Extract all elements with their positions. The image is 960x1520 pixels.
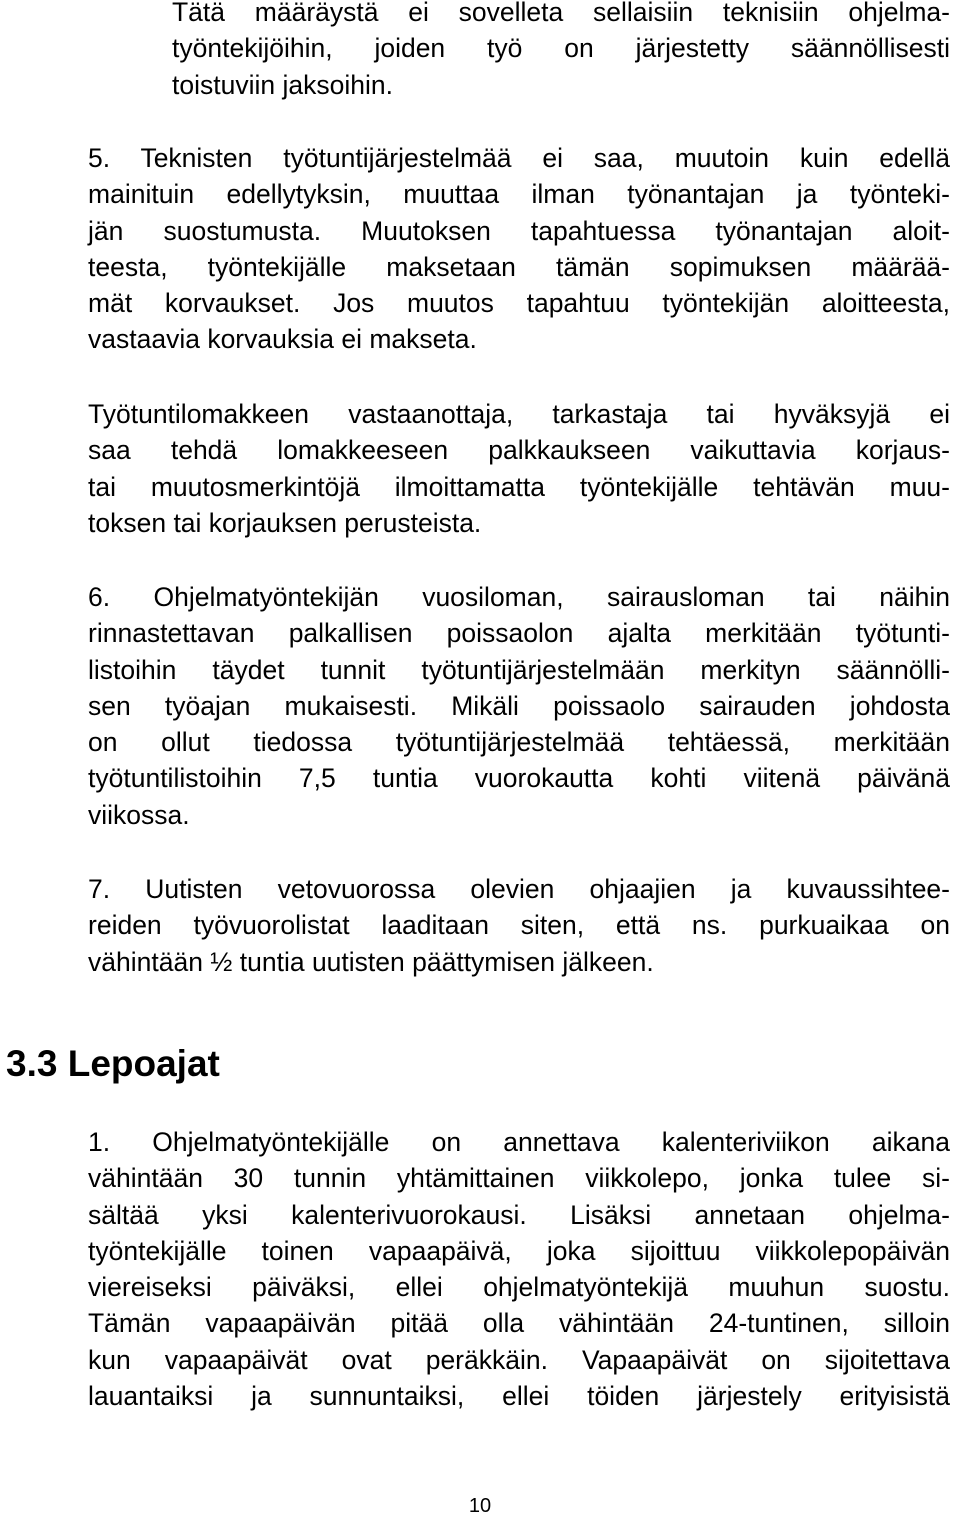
paragraph-item-5 <box>88 140 950 358</box>
paragraph-lepoajat-item-1 <box>88 1124 950 1414</box>
text-line: 5. Teknisten työtuntijärjestelmää ei saa, muutoin kuin edellä <box>88 143 950 173</box>
text-line: toistuviin jaksoihin. <box>172 69 393 100</box>
text-line: Työtuntilomakkeen vastaanottaja, tarkastaja tai hyväksyjä ei <box>88 399 950 429</box>
text-line: mät korvaukset. Jos muutos tapahtuu työntekijän aloitteesta, <box>88 288 950 319</box>
text-line: sen työajan mukaisesti. Mikäli poissaolo sairauden johdosta <box>88 690 950 721</box>
text-line: kun vapaapäivät ovat peräkkäin. Vapaapäivät on sijoitettava <box>88 1344 950 1375</box>
text-line: on ollut tiedossa työtuntijärjestelmää tehtäessä, merkitään <box>88 727 950 758</box>
text-line: työtuntilistoihin 7,5 tuntia vuorokautta kohti viitenä päivänä <box>88 763 950 794</box>
text-line: 7. Uutisten vetovuorossa olevien ohjaajien ja kuvaussihtee- <box>88 874 950 904</box>
text-line: lauantaiksi ja sunnuntaiksi, ellei töiden järjestely erityisistä <box>88 1381 950 1412</box>
text-line: vastaavia korvauksia ei makseta. <box>88 324 477 355</box>
text-line: toksen tai korjauksen perusteista. <box>88 507 482 538</box>
text-line: saa tehdä lomakkeeseen palkkaukseen vaikuttavia korjaus- <box>88 435 950 466</box>
page-number: 10 <box>468 1495 492 1517</box>
text-line: reiden työvuorolistat laaditaan siten, että ns. purkuaikaa on <box>88 910 950 941</box>
text-line: teesta, työntekijälle maksetaan tämän sopimuksen määrää- <box>88 251 950 282</box>
text-line: työntekijöihin, joiden työ on järjestetty säännöllisesti <box>172 33 950 64</box>
text-line: 1. Ohjelmatyöntekijälle on annettava kalenteriviikon aikana <box>88 1127 950 1157</box>
text-line: viikossa. <box>88 799 190 830</box>
text-line: jän suostumusta. Muutoksen tapahtuessa työnantajan aloit- <box>88 215 950 246</box>
text-line: Tätä määräystä ei sovelleta sellaisiin teknisiin ohjelma- <box>172 0 950 27</box>
text-line: viereiseksi päiväksi, ellei ohjelmatyöntekijä muuhun suostu. <box>88 1272 950 1303</box>
text-line: rinnastettavan palkallisen poissaolon ajalta merkitään työtunti- <box>88 618 950 649</box>
text-line: listoihin täydet tunnit työtuntijärjestelmään merkityn säännölli- <box>88 654 950 685</box>
paragraph-tekniset-intro <box>172 0 950 103</box>
text-line: mainituin edellytyksin, muuttaa ilman työnantajan ja työnteki- <box>88 179 950 210</box>
text-line: vähintään 30 tunnin yhtämittainen viikkolepo, jonka tulee si- <box>88 1163 950 1194</box>
text-line: sältää yksi kalenterivuorokausi. Lisäksi annetaan ohjelma- <box>88 1199 950 1230</box>
text-line: Tämän vapaapäivän pitää olla vähintään 24-tuntinen, silloin <box>88 1308 950 1339</box>
text-line: vähintään ½ tuntia uutisten päättymisen jälkeen. <box>88 946 654 977</box>
text-line: työntekijälle toinen vapaapäivä, joka sijoittuu viikkolepopäivän <box>88 1235 950 1266</box>
paragraph-item-6 <box>88 579 950 833</box>
section-heading: 3.3 Lepoajat <box>6 1043 220 1084</box>
paragraph-tyotuntilomake <box>88 396 950 541</box>
paragraph-item-7 <box>88 871 950 980</box>
text-line: 6. Ohjelmatyöntekijän vuosiloman, sairausloman tai näihin <box>88 582 950 612</box>
text-line: tai muutosmerkintöjä ilmoittamatta työntekijälle tehtävän muu- <box>88 471 950 502</box>
